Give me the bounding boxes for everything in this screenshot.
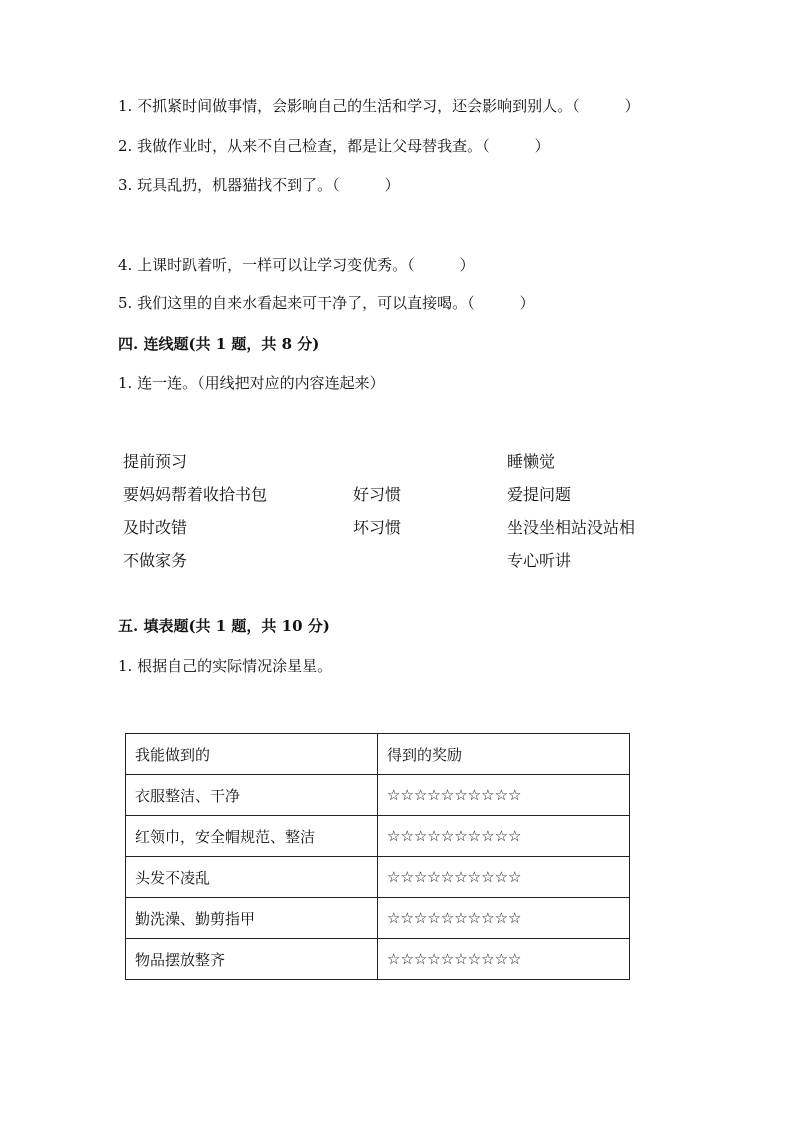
- table-cell-item: 物品摆放整齐: [126, 939, 378, 980]
- table-row: [126, 857, 630, 898]
- match-left-item: 及时改错: [123, 518, 188, 537]
- table-row: [126, 898, 630, 939]
- match-right-item: 爱提问题: [507, 485, 572, 504]
- match-left-item: 要妈妈帮着收拾书包: [123, 485, 268, 504]
- match-right-item: 专心听讲: [507, 551, 572, 570]
- judgement-item-3: 3. 玩具乱扔，机器猫找不到了。（ ）: [118, 176, 400, 194]
- match-left-item: 提前预习: [123, 452, 188, 471]
- table-row: [126, 939, 630, 980]
- table-header-row: [126, 734, 630, 775]
- table-header-cell: 得到的奖励: [378, 734, 630, 775]
- judgement-item-2: 2. 我做作业时，从来不自己检查，都是让父母替我查。（ ）: [118, 137, 550, 155]
- table-cell-item: 头发不凌乱: [126, 857, 378, 898]
- section4-question: 1. 连一连。（用线把对应的内容连起来）: [118, 374, 385, 392]
- match-left-item: 不做家务: [123, 551, 188, 570]
- table-cell-stars[interactable]: ☆☆☆☆☆☆☆☆☆☆: [378, 939, 630, 980]
- judgement-item-4: 4. 上课时趴着听，一样可以让学习变优秀。（ ）: [118, 256, 475, 274]
- table-cell-item: 衣服整洁、干净: [126, 775, 378, 816]
- section5-question: 1. 根据自己的实际情况涂星星。: [118, 657, 333, 675]
- table-row: [126, 775, 630, 816]
- judgement-item-1: 1. 不抓紧时间做事情，会影响自己的生活和学习，还会影响到别人。（ ）: [118, 97, 640, 115]
- table-cell-item: 红领巾，安全帽规范、整洁: [126, 816, 378, 857]
- match-middle-item: 坏习惯: [353, 518, 402, 537]
- match-right-item: 睡懒觉: [507, 452, 556, 471]
- star-table: [125, 733, 630, 980]
- table-cell-item: 勤洗澡、勤剪指甲: [126, 898, 378, 939]
- table-row: [126, 816, 630, 857]
- table-cell-stars[interactable]: ☆☆☆☆☆☆☆☆☆☆: [378, 898, 630, 939]
- table-cell-stars[interactable]: ☆☆☆☆☆☆☆☆☆☆: [378, 775, 630, 816]
- table-cell-stars[interactable]: ☆☆☆☆☆☆☆☆☆☆: [378, 857, 630, 898]
- section5-heading: 五. 填表题(共 1 题，共 10 分): [118, 617, 330, 635]
- match-middle-item: 好习惯: [353, 485, 402, 504]
- table-cell-stars[interactable]: ☆☆☆☆☆☆☆☆☆☆: [378, 816, 630, 857]
- table-header-cell: 我能做到的: [126, 734, 378, 775]
- match-right-item: 坐没坐相站没站相: [507, 518, 636, 537]
- judgement-item-5: 5. 我们这里的自来水看起来可干净了，可以直接喝。（ ）: [118, 294, 535, 312]
- section4-heading: 四. 连线题(共 1 题，共 8 分): [118, 335, 320, 353]
